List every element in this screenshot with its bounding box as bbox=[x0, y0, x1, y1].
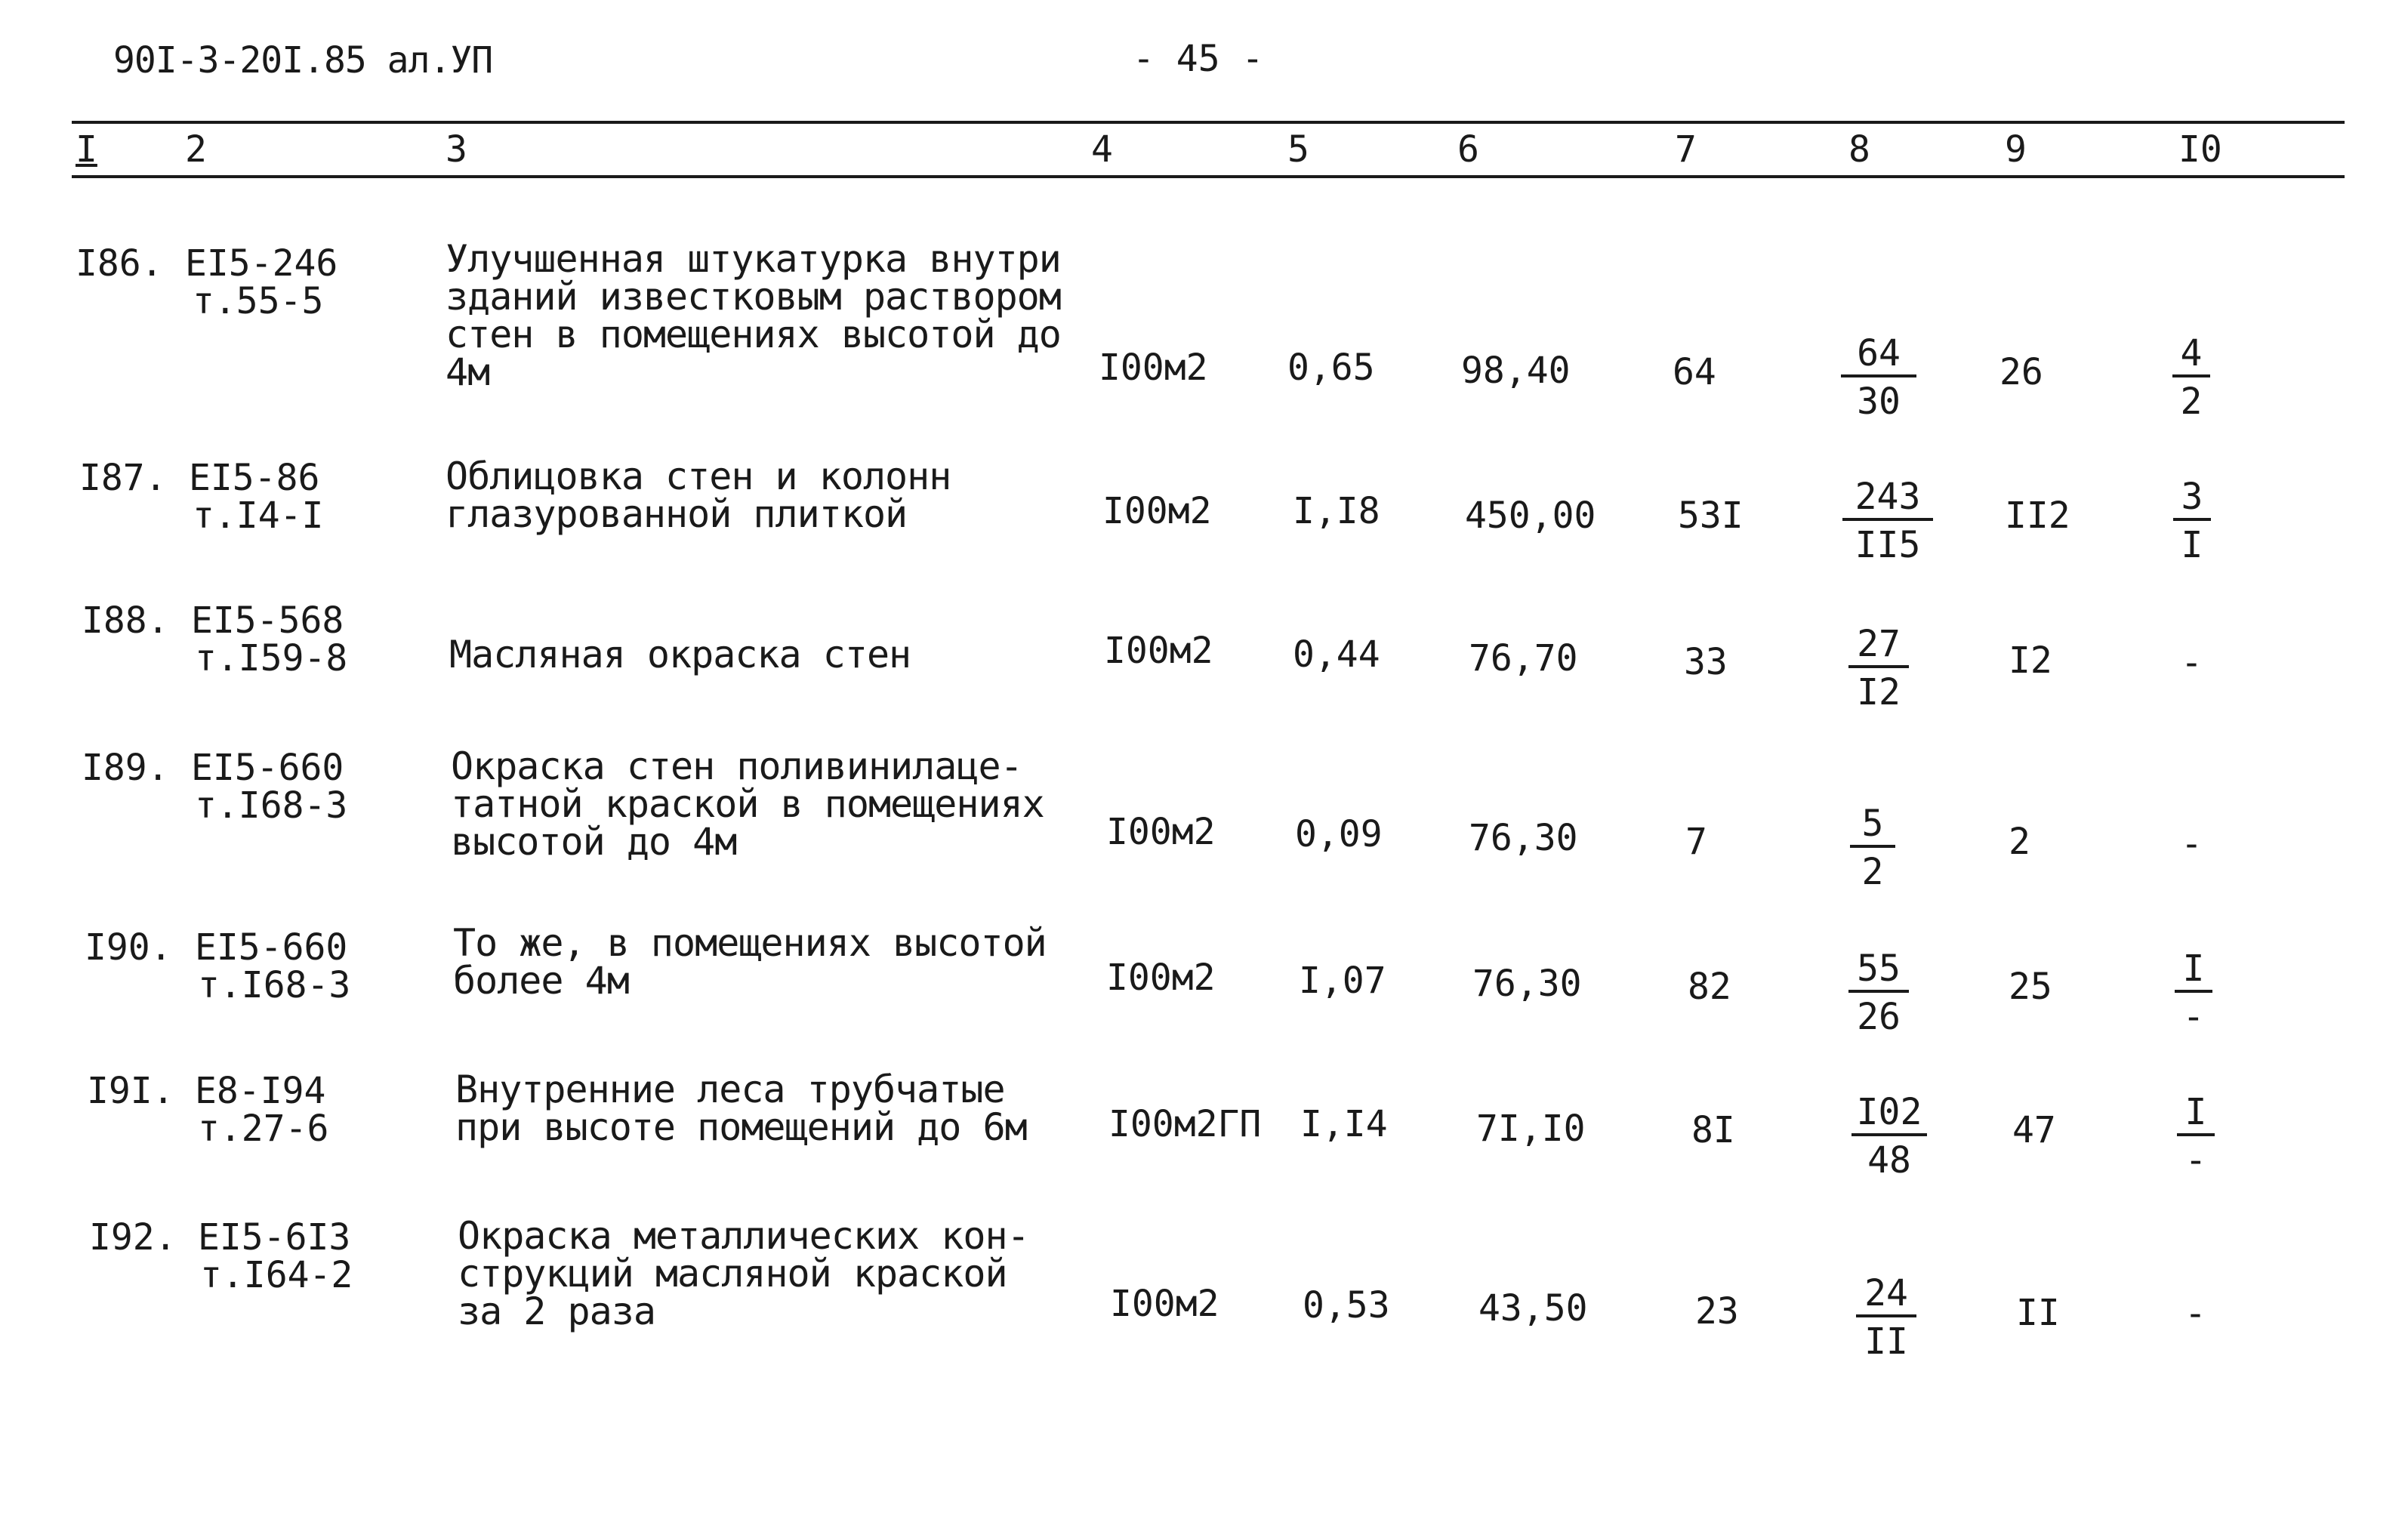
row-number: I86. bbox=[76, 242, 163, 285]
fraction-top: 27 bbox=[1848, 623, 1909, 668]
unit: I00м2 bbox=[1099, 347, 1208, 389]
wage-fraction bbox=[1842, 476, 1933, 566]
unit-price: 98,40 bbox=[1461, 350, 1571, 392]
column-10-fraction bbox=[2175, 948, 2212, 1038]
work-description: Окраска металлических кон- струкций масляной краской за 2 раза bbox=[458, 1214, 1029, 1333]
fraction-bottom: 2 bbox=[1861, 851, 1884, 893]
table-reference: т.I68-3 bbox=[198, 964, 351, 1006]
unit: I00м2 bbox=[1106, 957, 1216, 999]
column-10-dash: - bbox=[2184, 1293, 2206, 1335]
norm-code: EI5-6I3 bbox=[198, 1216, 351, 1259]
work-description: Улучшенная штукатурка внутри зданий известковым раствором стен в помещениях высотой до 4м bbox=[446, 237, 1061, 394]
fraction-bottom: I bbox=[2181, 524, 2203, 566]
wage-fraction bbox=[1848, 623, 1909, 713]
total-cost: 23 bbox=[1695, 1290, 1739, 1333]
work-description: То же, в помещениях высотой более 4м bbox=[453, 921, 1047, 1003]
norm-code: EI5-86 bbox=[189, 457, 320, 499]
column-10-dash: - bbox=[2181, 823, 2203, 865]
wage-fraction bbox=[1850, 803, 1895, 893]
total-cost: 8I bbox=[1691, 1109, 1735, 1151]
table-header-rule bbox=[72, 175, 2345, 178]
quantity: I,I8 bbox=[1293, 490, 1380, 532]
quantity: 0,53 bbox=[1303, 1284, 1390, 1326]
column-9-value: 2 bbox=[2009, 821, 2030, 863]
wage-fraction bbox=[1851, 1091, 1927, 1182]
row-number: I89. bbox=[82, 747, 169, 789]
table-reference: т.I4-I bbox=[193, 495, 324, 537]
table-reference: т.55-5 bbox=[193, 280, 324, 322]
column-number-4: 4 bbox=[1091, 128, 1113, 171]
column-number-3: 3 bbox=[446, 128, 467, 171]
fraction-top: 243 bbox=[1842, 476, 1933, 521]
column-9-value: 25 bbox=[2009, 966, 2052, 1008]
work-description: Окраска стен поливинилаце- татной краской в помещениях высотой до 4м bbox=[451, 744, 1044, 864]
column-9-value: 26 bbox=[1999, 351, 2043, 393]
unit: I00м2 bbox=[1110, 1283, 1219, 1325]
norm-code: EI5-660 bbox=[191, 747, 344, 789]
fraction-bottom: I2 bbox=[1857, 671, 1901, 713]
fraction-top: I bbox=[2177, 1091, 2215, 1136]
column-10-dash: - bbox=[2181, 642, 2203, 684]
quantity: 0,65 bbox=[1287, 347, 1375, 389]
total-cost: 53I bbox=[1678, 495, 1744, 537]
quantity: 0,44 bbox=[1293, 633, 1380, 676]
table-top-rule bbox=[72, 121, 2345, 124]
column-9-value: II bbox=[2016, 1292, 2060, 1334]
fraction-top: 24 bbox=[1856, 1272, 1916, 1317]
column-10-fraction bbox=[2177, 1091, 2215, 1182]
unit: I00м2 bbox=[1102, 490, 1212, 532]
work-description: Облицовка стен и колонн глазурованной плиткой bbox=[446, 454, 951, 536]
page-number: - 45 - bbox=[1133, 38, 1264, 80]
wage-fraction bbox=[1848, 948, 1909, 1038]
table-reference: т.27-6 bbox=[198, 1108, 329, 1150]
fraction-bottom: 2 bbox=[2180, 381, 2203, 423]
column-9-value: 47 bbox=[2012, 1109, 2056, 1151]
unit: I00м2 bbox=[1106, 811, 1216, 853]
fraction-bottom: II5 bbox=[1855, 524, 1921, 566]
fraction-top: 4 bbox=[2172, 332, 2210, 377]
table-reference: т.I68-3 bbox=[195, 784, 348, 827]
fraction-top: I02 bbox=[1851, 1091, 1927, 1136]
fraction-bottom: 30 bbox=[1857, 381, 1901, 423]
column-number-6: 6 bbox=[1457, 128, 1479, 171]
norm-code: EI5-568 bbox=[191, 599, 344, 642]
quantity: I,07 bbox=[1299, 960, 1386, 1002]
column-9-value: II2 bbox=[2005, 495, 2070, 537]
unit-price: 450,00 bbox=[1465, 495, 1596, 537]
norm-code: EI5-246 bbox=[185, 242, 338, 285]
fraction-top: 64 bbox=[1841, 332, 1916, 377]
unit-price: 43,50 bbox=[1478, 1287, 1588, 1330]
fraction-top: 5 bbox=[1850, 803, 1895, 848]
column-number-2: 2 bbox=[185, 128, 207, 171]
unit-price: 76,30 bbox=[1472, 963, 1582, 1005]
unit-price: 76,70 bbox=[1469, 637, 1578, 679]
fraction-bottom: II bbox=[1864, 1320, 1908, 1363]
total-cost: 33 bbox=[1684, 641, 1728, 683]
column-number-1: I bbox=[76, 128, 97, 171]
total-cost: 64 bbox=[1673, 351, 1716, 393]
norm-code: E8-I94 bbox=[195, 1070, 326, 1112]
document-code: 90I-3-20I.85 ал.УП bbox=[113, 39, 493, 82]
work-description: Масляная окраска стен bbox=[449, 633, 911, 676]
column-number-8: 8 bbox=[1848, 128, 1870, 171]
wage-fraction bbox=[1841, 332, 1916, 423]
work-description: Внутренние леса трубчатые при высоте помещений до 6м bbox=[455, 1068, 1027, 1149]
row-number: I87. bbox=[79, 457, 167, 499]
row-number: I92. bbox=[89, 1216, 177, 1259]
row-number: I88. bbox=[82, 599, 169, 642]
unit: I00м2ГП bbox=[1108, 1103, 1262, 1145]
column-10-fraction bbox=[2172, 332, 2210, 423]
column-number-9: 9 bbox=[2005, 128, 2027, 171]
fraction-top: 55 bbox=[1848, 948, 1909, 993]
table-reference: т.I64-2 bbox=[200, 1254, 353, 1296]
column-number-7: 7 bbox=[1675, 128, 1697, 171]
total-cost: 7 bbox=[1685, 821, 1707, 863]
fraction-bottom: - bbox=[2182, 996, 2205, 1038]
row-number: I9I. bbox=[87, 1070, 174, 1112]
column-10-fraction bbox=[2173, 476, 2211, 566]
total-cost: 82 bbox=[1688, 966, 1731, 1008]
fraction-top: I bbox=[2175, 948, 2212, 993]
column-number-5: 5 bbox=[1287, 128, 1309, 171]
unit: I00м2 bbox=[1104, 630, 1213, 672]
quantity: 0,09 bbox=[1295, 813, 1383, 855]
row-number: I90. bbox=[85, 926, 172, 969]
fraction-bottom: - bbox=[2184, 1139, 2207, 1182]
fraction-top: 3 bbox=[2173, 476, 2211, 521]
column-9-value: I2 bbox=[2009, 639, 2052, 682]
table-reference: т.I59-8 bbox=[195, 637, 348, 679]
unit-price: 7I,I0 bbox=[1476, 1108, 1586, 1150]
wage-fraction bbox=[1856, 1272, 1916, 1363]
norm-code: EI5-660 bbox=[195, 926, 348, 969]
fraction-bottom: 26 bbox=[1857, 996, 1901, 1038]
column-number-10: I0 bbox=[2178, 128, 2222, 171]
fraction-bottom: 48 bbox=[1867, 1139, 1911, 1182]
unit-price: 76,30 bbox=[1469, 817, 1578, 859]
quantity: I,I4 bbox=[1300, 1103, 1388, 1145]
